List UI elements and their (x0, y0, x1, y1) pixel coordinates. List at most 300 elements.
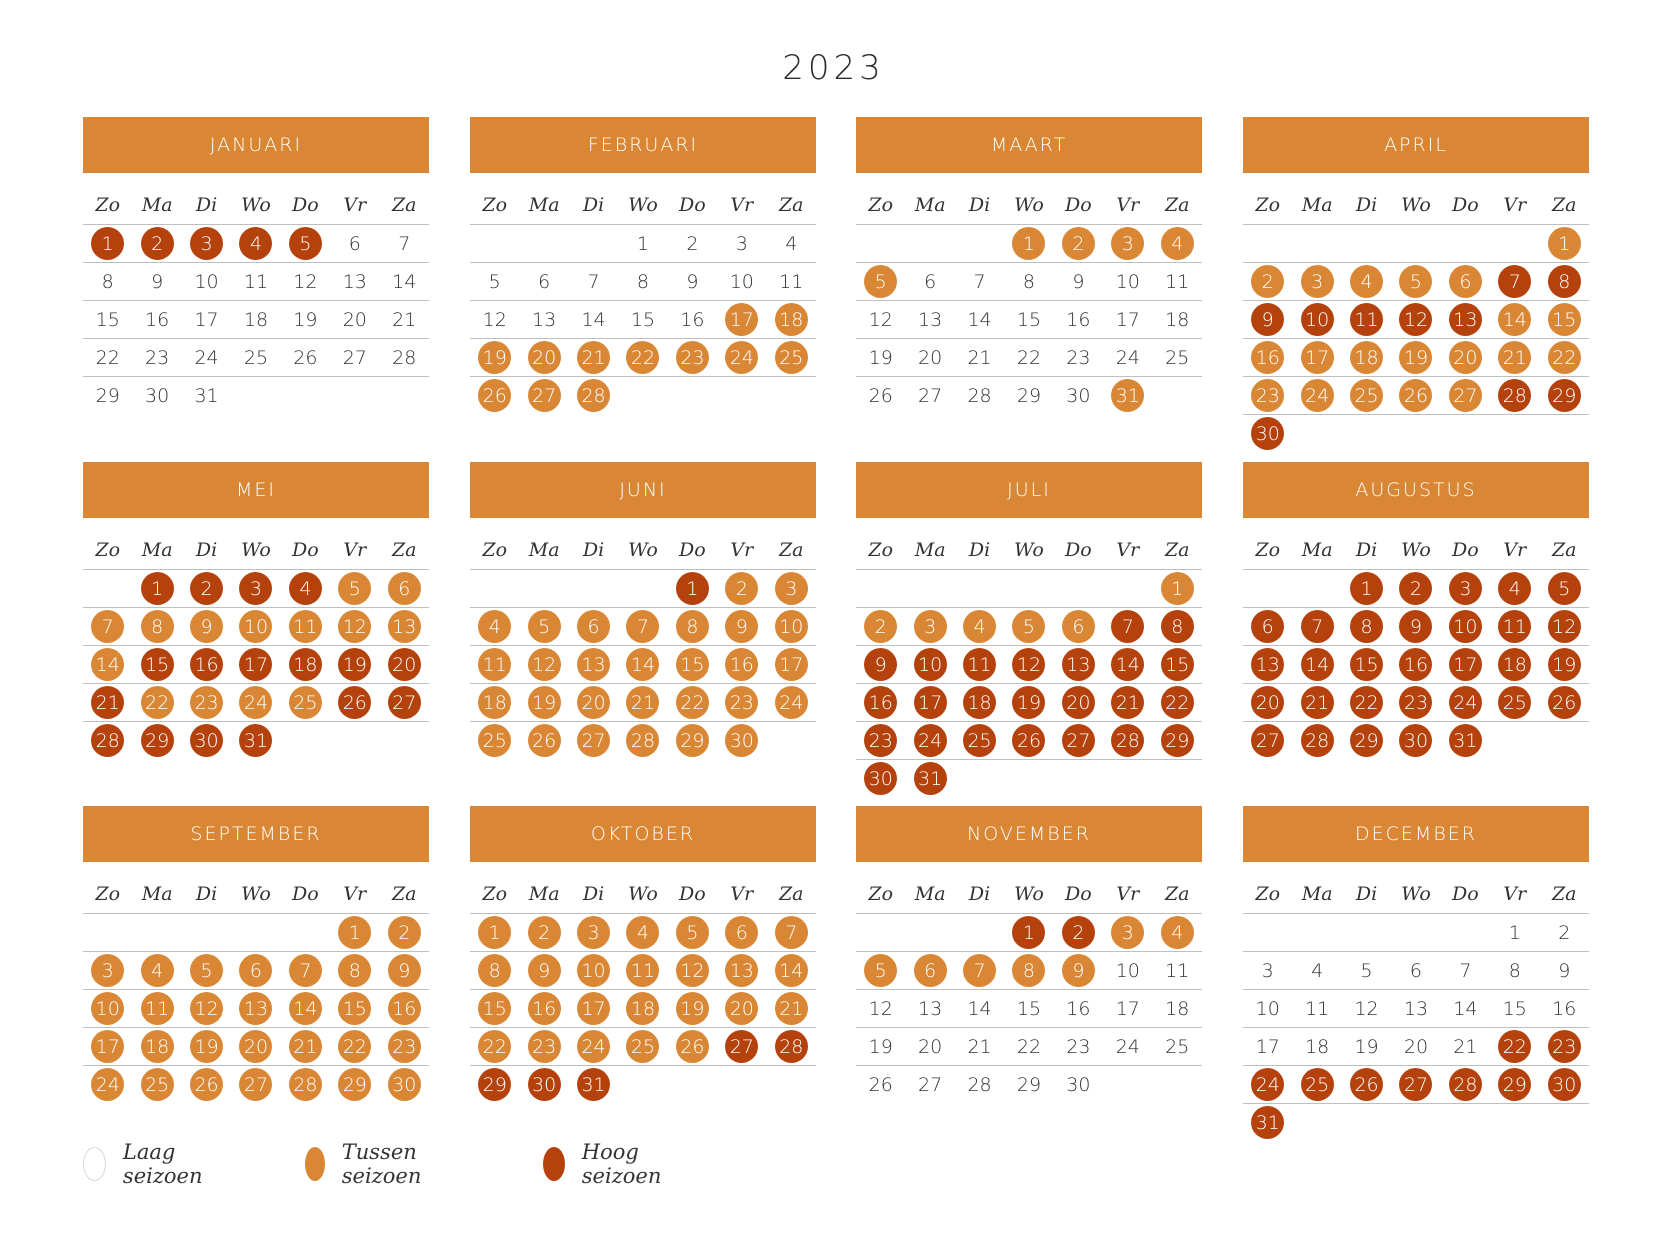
day-cell (330, 646, 379, 683)
day-number: 1 (1350, 572, 1383, 605)
day-cell (1292, 684, 1341, 721)
day-cell (1342, 1104, 1391, 1141)
day-cell (132, 1066, 181, 1103)
day-number: 22 (1016, 346, 1042, 369)
day-cell (380, 646, 429, 683)
day-cell (470, 225, 519, 262)
month-juni (470, 462, 816, 759)
day-number: 21 (967, 346, 992, 369)
day-number: 11 (779, 270, 804, 293)
day-number: 24 (91, 1068, 124, 1101)
day-cell (380, 952, 429, 989)
day-cell (470, 684, 519, 721)
day-cell (1540, 301, 1589, 338)
day-cell (1490, 1028, 1539, 1065)
day-cell (1153, 646, 1202, 683)
day-cell (1342, 952, 1391, 989)
day-number: 15 (1350, 648, 1383, 681)
day-cell (1540, 952, 1589, 989)
day-cell (1243, 225, 1292, 262)
day-cell (856, 1028, 905, 1065)
week-row (470, 225, 816, 263)
day-cell (955, 722, 1004, 759)
month-header: JANUARI (83, 117, 429, 173)
day-number: 27 (1062, 724, 1095, 757)
day-cell (717, 684, 766, 721)
day-cell (1292, 301, 1341, 338)
day-cell (281, 608, 330, 645)
day-cell (1441, 415, 1490, 452)
day-number: 12 (1548, 610, 1581, 643)
day-number: 7 (587, 270, 600, 293)
weekday-label: Di (195, 194, 218, 216)
weekday-label: Di (195, 539, 218, 561)
day-cell (1540, 570, 1589, 607)
day-number: 11 (1305, 997, 1330, 1020)
day-cell (569, 684, 618, 721)
day-cell (1153, 225, 1202, 262)
day-cell (1103, 684, 1152, 721)
day-cell (955, 570, 1004, 607)
day-cell (281, 1028, 330, 1065)
day-cell (1243, 263, 1292, 300)
day-number: 15 (95, 308, 120, 331)
day-number: 31 (914, 762, 947, 795)
day-number: 7 (398, 232, 411, 255)
day-cell (618, 1028, 667, 1065)
week-row (856, 1066, 1202, 1103)
day-number: 18 (1165, 997, 1190, 1020)
week-row (470, 914, 816, 952)
weekday-label: Do (292, 883, 319, 905)
day-number: 22 (1548, 341, 1581, 374)
day-number: 29 (1016, 1073, 1042, 1096)
day-number: 15 (1161, 648, 1194, 681)
month-header: SEPTEMBER (83, 806, 429, 862)
week-row (83, 301, 429, 339)
day-number: 17 (725, 303, 758, 336)
day-number: 1 (676, 572, 709, 605)
weekday-label: Do (1065, 883, 1092, 905)
day-number: 7 (289, 954, 322, 987)
day-number: 25 (478, 724, 511, 757)
month-november (856, 806, 1202, 1103)
day-number: 23 (145, 346, 170, 369)
day-number: 15 (1502, 997, 1527, 1020)
week-row (470, 1028, 816, 1066)
day-cell (380, 570, 429, 607)
day-number: 26 (676, 1030, 709, 1063)
weekday-row (1243, 875, 1589, 914)
day-cell (1103, 339, 1152, 376)
day-cell (1342, 1028, 1391, 1065)
day-number: 19 (868, 1035, 893, 1058)
day-cell (856, 301, 905, 338)
day-cell (1243, 990, 1292, 1027)
day-cell (1054, 339, 1103, 376)
day-number: 3 (1111, 227, 1144, 260)
day-number: 13 (918, 308, 943, 331)
day-number: 22 (141, 686, 174, 719)
day-cell (1490, 722, 1539, 759)
weekday-label: Ma (528, 194, 560, 216)
week-row (856, 377, 1202, 414)
day-number: 26 (190, 1068, 223, 1101)
day-number: 23 (725, 686, 758, 719)
day-cell (330, 301, 379, 338)
day-number: 9 (686, 270, 699, 293)
day-number: 12 (482, 308, 507, 331)
day-number: 8 (1022, 270, 1036, 293)
day-cell (182, 263, 231, 300)
day-cell (380, 990, 429, 1027)
day-cell (83, 377, 132, 414)
day-number: 1 (1161, 572, 1194, 605)
day-number: 22 (1350, 686, 1383, 719)
day-cell (905, 339, 954, 376)
day-number: 25 (963, 724, 996, 757)
day-number: 11 (478, 648, 511, 681)
day-cell (1441, 301, 1490, 338)
weekday-label: Vr (343, 883, 367, 905)
day-cell (380, 914, 429, 951)
day-cell (1054, 377, 1103, 414)
month-header: JULI (856, 462, 1202, 518)
weekday-label: Zo (1255, 194, 1281, 216)
day-cell (1540, 1104, 1589, 1141)
day-cell (1292, 914, 1341, 951)
day-cell (1153, 684, 1202, 721)
day-cell (1490, 339, 1539, 376)
day-number: 10 (1115, 959, 1140, 982)
day-cell (955, 1066, 1004, 1103)
day-number: 21 (1453, 1035, 1478, 1058)
day-number: 14 (1498, 303, 1531, 336)
day-number: 2 (141, 227, 174, 260)
day-cell (569, 1066, 618, 1103)
day-cell (1004, 225, 1053, 262)
day-number: 15 (630, 308, 656, 331)
day-number: 1 (1012, 227, 1045, 260)
weekday-label: Vr (1503, 539, 1527, 561)
weekday-label: Di (1355, 539, 1378, 561)
day-cell (281, 570, 330, 607)
day-cell (519, 339, 568, 376)
week-row (1243, 646, 1589, 684)
week-row (83, 570, 429, 608)
day-number: 19 (478, 341, 511, 374)
day-number: 20 (918, 1035, 943, 1058)
day-number: 1 (91, 227, 124, 260)
day-number: 21 (392, 308, 417, 331)
day-cell (668, 339, 717, 376)
day-cell (1391, 646, 1440, 683)
day-number: 25 (1301, 1068, 1334, 1101)
day-cell (83, 225, 132, 262)
day-cell (1243, 684, 1292, 721)
day-number: 23 (1251, 379, 1284, 412)
day-number: 13 (1251, 648, 1284, 681)
weekday-label: Do (1452, 883, 1479, 905)
day-number: 3 (1111, 916, 1144, 949)
day-cell (569, 377, 618, 414)
day-number: 26 (868, 384, 893, 407)
day-number: 17 (1255, 1035, 1280, 1058)
day-cell (519, 1066, 568, 1103)
day-cell (1103, 952, 1152, 989)
month-maart (856, 117, 1202, 414)
day-cell (618, 301, 667, 338)
day-number: 13 (725, 954, 758, 987)
day-cell (1342, 608, 1391, 645)
day-number: 14 (1111, 648, 1144, 681)
day-number: 7 (91, 610, 124, 643)
day-cell (1540, 263, 1589, 300)
weekday-label: Ma (914, 883, 946, 905)
day-cell (668, 952, 717, 989)
year-title: 2023 (782, 48, 885, 88)
day-cell (955, 608, 1004, 645)
weekday-label: Wo (1014, 883, 1044, 905)
day-number: 13 (577, 648, 610, 681)
day-number: 8 (1012, 954, 1045, 987)
day-cell (717, 263, 766, 300)
week-row (1243, 225, 1589, 263)
day-number: 2 (388, 916, 421, 949)
day-cell (618, 646, 667, 683)
day-number: 29 (338, 1068, 371, 1101)
day-cell (767, 990, 816, 1027)
day-number: 19 (1548, 648, 1581, 681)
weekday-label: Zo (868, 883, 894, 905)
week-row (470, 646, 816, 684)
day-cell (470, 263, 519, 300)
day-cell (182, 952, 231, 989)
weekday-row (470, 875, 816, 914)
day-cell (1540, 722, 1589, 759)
weekday-label: Wo (1401, 539, 1431, 561)
day-cell (281, 914, 330, 951)
day-cell (905, 1028, 954, 1065)
day-cell (717, 225, 766, 262)
day-cell (1391, 1104, 1440, 1141)
day-cell (182, 684, 231, 721)
day-number: 28 (775, 1030, 808, 1063)
day-cell (905, 1066, 954, 1103)
weekday-row (1243, 186, 1589, 225)
day-cell (330, 684, 379, 721)
month-mei (83, 462, 429, 759)
week-row (470, 990, 816, 1028)
day-cell (83, 646, 132, 683)
day-cell (668, 722, 717, 759)
week-row (1243, 608, 1589, 646)
day-cell (132, 646, 181, 683)
day-cell (618, 990, 667, 1027)
day-number: 23 (190, 686, 223, 719)
day-number: 12 (1354, 997, 1379, 1020)
day-cell (668, 990, 717, 1027)
day-cell (1004, 684, 1053, 721)
day-cell (905, 914, 954, 951)
day-number: 8 (1161, 610, 1194, 643)
day-number: 17 (1301, 341, 1334, 374)
day-number: 25 (1350, 379, 1383, 412)
day-number: 10 (194, 270, 219, 293)
week-row (1243, 1028, 1589, 1066)
weekday-label: Di (1355, 883, 1378, 905)
week-row (856, 722, 1202, 760)
day-cell (519, 608, 568, 645)
day-number: 14 (289, 992, 322, 1025)
day-cell (569, 263, 618, 300)
day-number: 13 (532, 308, 557, 331)
day-number: 2 (1062, 916, 1095, 949)
day-cell (955, 301, 1004, 338)
day-number: 16 (864, 686, 897, 719)
day-cell (330, 608, 379, 645)
day-number: 10 (577, 954, 610, 987)
day-number: 16 (1066, 308, 1091, 331)
day-number: 3 (775, 572, 808, 605)
day-number: 23 (864, 724, 897, 757)
day-cell (281, 339, 330, 376)
day-number: 14 (91, 648, 124, 681)
day-cell (1292, 952, 1341, 989)
day-number: 29 (1016, 384, 1042, 407)
day-number: 11 (1350, 303, 1383, 336)
day-number: 7 (1111, 610, 1144, 643)
weekday-label: Vr (343, 194, 367, 216)
day-cell (380, 377, 429, 414)
day-number: 24 (914, 724, 947, 757)
weekday-label: Wo (1401, 883, 1431, 905)
weekday-row (856, 875, 1202, 914)
weekday-label: Ma (141, 194, 173, 216)
day-number: 28 (577, 379, 610, 412)
day-cell (1391, 684, 1440, 721)
day-cell (1054, 684, 1103, 721)
day-cell (1441, 1104, 1490, 1141)
day-number: 3 (91, 954, 124, 987)
day-cell (231, 914, 280, 951)
month-header: OKTOBER (470, 806, 816, 862)
day-number: 2 (190, 572, 223, 605)
week-row (1243, 415, 1589, 452)
day-cell (330, 914, 379, 951)
day-cell (1540, 415, 1589, 452)
day-number: 11 (963, 648, 996, 681)
day-cell (955, 339, 1004, 376)
day-number: 6 (914, 954, 947, 987)
day-cell (132, 225, 181, 262)
day-number: 12 (868, 308, 893, 331)
day-number: 6 (348, 232, 361, 255)
day-cell (717, 570, 766, 607)
day-number: 5 (864, 265, 897, 298)
day-cell (905, 263, 954, 300)
day-cell (1342, 646, 1391, 683)
day-number: 2 (1558, 921, 1571, 944)
weekday-label: Di (968, 539, 991, 561)
week-row (856, 684, 1202, 722)
day-cell (83, 914, 132, 951)
day-cell (1441, 1066, 1490, 1103)
day-number: 7 (775, 916, 808, 949)
day-cell (182, 1028, 231, 1065)
day-number: 6 (577, 610, 610, 643)
day-number: 26 (1548, 686, 1581, 719)
week-row (1243, 1104, 1589, 1141)
day-cell (767, 1028, 816, 1065)
day-cell (1004, 722, 1053, 759)
legend-item-laag (83, 1140, 214, 1188)
day-number: 16 (1251, 341, 1284, 374)
day-number: 8 (676, 610, 709, 643)
day-cell (905, 990, 954, 1027)
day-number: 27 (388, 686, 421, 719)
day-cell (182, 225, 231, 262)
day-cell (1540, 377, 1589, 414)
day-number: 29 (1161, 724, 1194, 757)
day-number: 21 (1301, 686, 1334, 719)
day-number: 4 (1161, 916, 1194, 949)
day-number: 4 (289, 572, 322, 605)
day-number: 14 (967, 997, 992, 1020)
day-cell (1441, 684, 1490, 721)
day-number: 12 (338, 610, 371, 643)
day-number: 25 (775, 341, 808, 374)
weekday-label: Za (391, 883, 417, 905)
day-number: 26 (1350, 1068, 1383, 1101)
week-row (1243, 990, 1589, 1028)
weekday-label: Ma (914, 539, 946, 561)
day-cell (1004, 263, 1053, 300)
weekday-label: Wo (241, 194, 271, 216)
day-cell (132, 377, 181, 414)
day-number: 4 (1498, 572, 1531, 605)
day-number: 12 (1399, 303, 1432, 336)
day-number: 5 (864, 954, 897, 987)
day-cell (905, 952, 954, 989)
day-cell (1103, 722, 1152, 759)
day-cell (1004, 760, 1053, 797)
day-cell (1054, 1028, 1103, 1065)
day-number: 25 (626, 1030, 659, 1063)
day-number: 23 (528, 1030, 561, 1063)
day-number: 5 (190, 954, 223, 987)
day-number: 23 (1066, 346, 1091, 369)
day-number: 22 (338, 1030, 371, 1063)
day-cell (955, 377, 1004, 414)
day-cell (1054, 990, 1103, 1027)
day-cell (519, 377, 568, 414)
day-number: 13 (388, 610, 421, 643)
day-cell (1490, 263, 1539, 300)
day-number: 8 (141, 610, 174, 643)
weekday-label: Ma (141, 539, 173, 561)
day-number: 27 (725, 1030, 758, 1063)
day-number: 9 (1399, 610, 1432, 643)
day-number: 4 (626, 916, 659, 949)
day-cell (1054, 301, 1103, 338)
week-row (856, 914, 1202, 952)
day-cell (83, 301, 132, 338)
weekday-label: Zo (868, 194, 894, 216)
day-number: 24 (1251, 1068, 1284, 1101)
day-cell (182, 722, 231, 759)
day-cell (1441, 225, 1490, 262)
